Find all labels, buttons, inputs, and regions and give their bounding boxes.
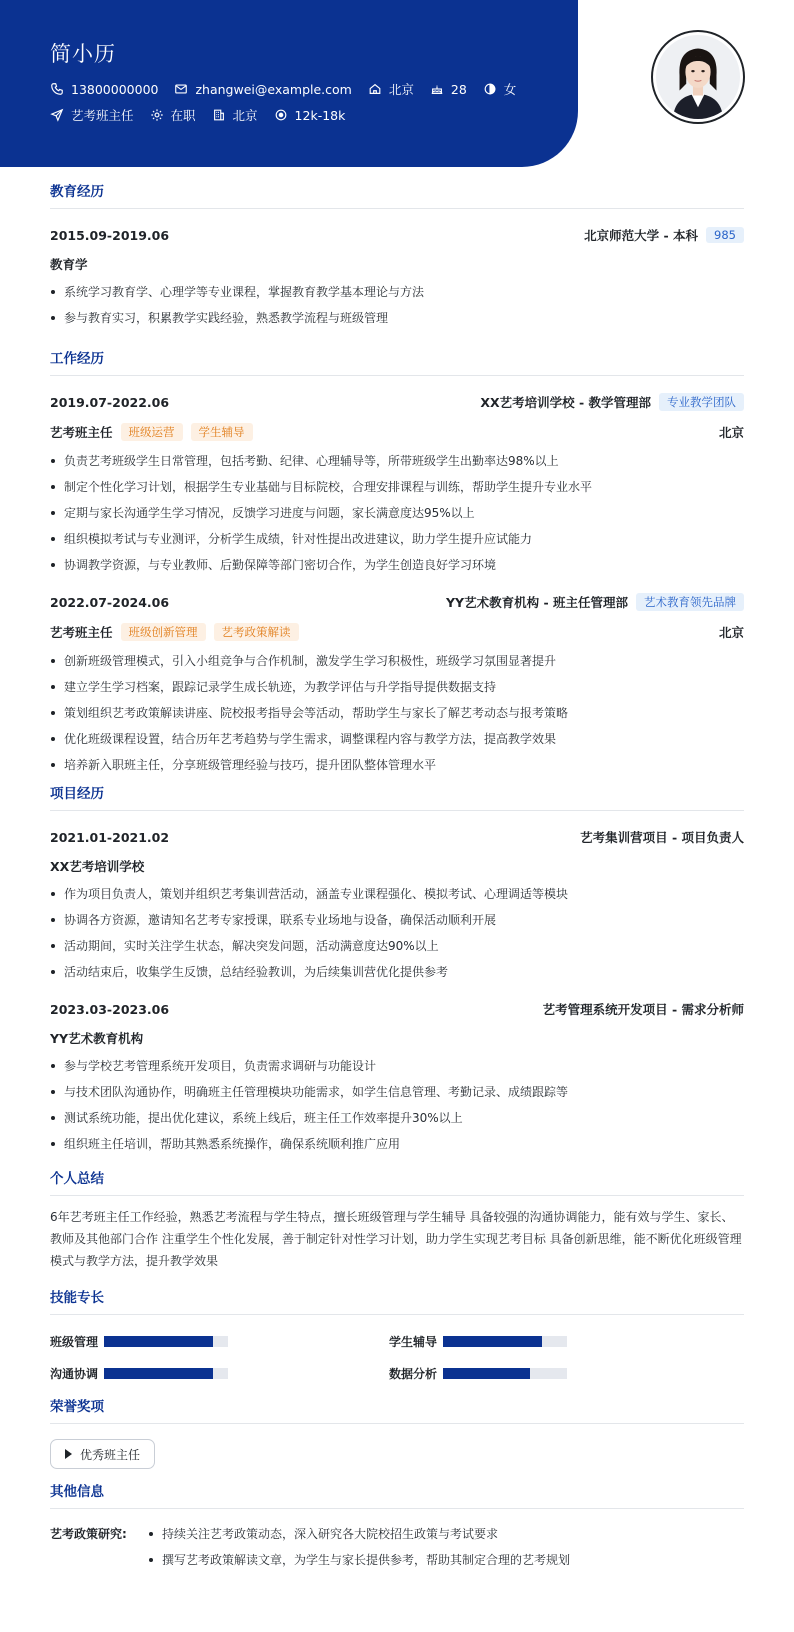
list-item: 与技术团队沟通协作，明确班主任管理模块功能需求，如学生信息管理、考勤记录、成绩跟踪等 [50,1079,744,1105]
project-name: 艺考集训营项目 - 项目负责人 [580,830,744,845]
skills-title: 技能专长 [50,1286,744,1315]
work-item-2 [50,592,744,778]
role-tag: 学生辅导 [191,423,253,441]
company-tag: 艺术教育领先品牌 [636,593,744,611]
list-item: 持续关注艺考政策动态，深入研究各大院校招生政策与考试要求 [148,1521,570,1547]
skill-item [389,1333,567,1350]
gender-icon [483,82,497,96]
skills-section [50,1286,744,1385]
company-name: XX艺考培训学校 - 教学管理部 [480,395,651,410]
project-item-1 [50,827,744,985]
work-section [50,347,744,778]
award-name: 优秀班主任 [80,1447,141,1462]
awards-section [50,1395,744,1469]
salary-value: 12k-18k [294,107,346,123]
gender-value: 女 [503,82,517,97]
skills-grid [50,1315,744,1385]
project-name: 艺考管理系统开发项目 - 需求分析师 [542,1002,744,1017]
project-bullets [50,1053,744,1157]
list-item: 测试系统功能，提出优化建议，系统上线后，班主任工作效率提升30%以上 [50,1105,744,1131]
target-job-value: 艺考班主任 [71,108,134,123]
skill-name: 沟通协调 [50,1367,99,1381]
work-city: 北京 [718,425,744,440]
list-item: 创新班级管理模式，引入小组竞争与合作机制，激发学生学习积极性，班级学习氛围显著提升 [50,648,744,674]
school-tag: 985 [706,227,744,243]
work-item-header [50,392,744,412]
skill-bar [443,1368,567,1379]
list-item: 系统学习教育学、心理学等专业课程，掌握教育教学基本理论与方法 [50,279,744,305]
skill-item [389,1365,567,1382]
role-tag: 班级运营 [121,423,183,441]
summary-text: 6年艺考班主任工作经验，熟悉艺考流程与学生特点，擅长班级管理与学生辅导 具备较强的沟通协调能力，能有效与学生、家长、教师及其他部门合作 注重学生个性化发展，善于制定针对性学习计划，助力学生实现艺考目标 具备创新思维，能不断优化班级管理模式与教学方法，提升教学效果 [50,1210,742,1268]
play-icon [65,1449,72,1459]
awards-title: 荣誉奖项 [50,1395,744,1424]
work-role-row [50,422,744,442]
send-icon [50,108,64,122]
gear-icon [150,108,164,122]
school-name: 北京师范大学 - 本科 [584,228,699,243]
role-tag: 艺考政策解读 [214,623,299,641]
list-item: 组织班主任培训，帮助其熟悉系统操作，确保系统顺利推广应用 [50,1131,744,1157]
gender-item [483,80,517,98]
skill-item [50,1365,228,1382]
target-city-item [212,106,258,124]
city-item [368,80,414,98]
list-item: 参与学校艺考管理系统开发项目，负责需求调研与功能设计 [50,1053,744,1079]
list-item: 协调各方资源，邀请知名艺考专家授课，联系专业场地与设备，确保活动顺利开展 [50,907,744,933]
project-item-2 [50,999,744,1157]
skill-item [50,1333,228,1350]
status-value: 在职 [170,108,196,123]
avatar [651,30,745,124]
education-bullets [50,279,744,331]
role-tag: 班级创新管理 [121,623,206,641]
city-value: 北京 [388,82,414,97]
education-school [584,226,744,244]
skill-bar [104,1368,228,1379]
project-org: YY艺术教育机构 [50,1031,144,1046]
skill-fill [104,1336,213,1347]
summary-section [50,1167,744,1272]
project-header [50,999,744,1019]
skill-bar [104,1336,228,1347]
salary-item [274,108,346,123]
list-item: 协调教学资源，与专业教师、后勤保障等部门密切合作，为学生创造良好学习环境 [50,552,744,578]
project-org: XX艺考培训学校 [50,859,145,874]
role-name: 艺考班主任 [50,425,113,440]
work-bullets [50,448,744,578]
project-date: 2021.01-2021.02 [50,829,170,845]
work-company [480,393,744,411]
mail-icon [174,82,188,96]
summary-title: 个人总结 [50,1167,744,1196]
project-bullets [50,881,744,985]
list-item: 活动期间，实时关注学生状态，解决突发问题，活动满意度达90%以上 [50,933,744,959]
skill-name: 数据分析 [389,1367,438,1381]
list-item: 优化班级课程设置，结合历年艺考趋势与学生需求，调整课程内容与教学方法，提高教学效果 [50,726,744,752]
other-title: 其他信息 [50,1480,744,1509]
project-date: 2023.03-2023.06 [50,1001,170,1017]
projects-title: 项目经历 [50,782,744,811]
list-item: 参与教育实习，积累教学实践经验，熟悉教学流程与班级管理 [50,305,744,331]
skill-fill [443,1336,542,1347]
education-header [50,225,744,245]
target-city-value: 北京 [232,108,258,123]
avatar-photo [656,35,740,119]
age-value: 28 [450,81,467,97]
work-bullets [50,648,744,778]
other-row [50,1521,744,1573]
company-tag: 专业教学团队 [659,393,744,411]
work-role-row [50,622,744,642]
work-item-header [50,592,744,612]
other-section [50,1480,744,1573]
award-chip [50,1439,155,1469]
projects-section [50,782,744,1157]
list-item: 撰写艺考政策解读文章，为学生与家长提供参考，帮助其制定合理的艺考规划 [148,1547,570,1573]
skill-fill [443,1368,530,1379]
work-date: 2022.07-2024.06 [50,594,170,610]
building-icon [212,108,226,122]
list-item: 建立学生学习档案，跟踪记录学生成长轨迹，为教学评估与升学指导提供数据支持 [50,674,744,700]
education-major: 教育学 [50,257,88,272]
skill-name: 学生辅导 [389,1335,438,1349]
role-name: 艺考班主任 [50,625,113,640]
work-city: 北京 [718,625,744,640]
work-role [50,623,299,641]
cake-icon [430,82,444,96]
target-job-item [50,106,134,124]
work-item-1 [50,392,744,578]
other-label: 艺考政策研究: [50,1527,127,1541]
list-item: 制定个性化学习计划，根据学生专业基础与目标院校，合理安排课程与训练，帮助学生提升专业水平 [50,474,744,500]
list-item: 策划组织艺考政策解读讲座、院校报考指导会等活动，帮助学生与家长了解艺考动态与报考策略 [50,700,744,726]
status-item [150,106,196,124]
phone-item [50,82,158,97]
email-value: zhangwei@example.com [195,81,352,97]
list-item: 负责艺考班级学生日常管理，包括考勤、纪律、心理辅导等，所带班级学生出勤率达98%以上 [50,448,744,474]
education-section [50,180,744,331]
skill-bar [443,1336,567,1347]
company-name: YY艺术教育机构 - 班主任管理部 [446,595,628,610]
contact-row [50,80,532,98]
candidate-name: 简小历 [50,42,116,66]
education-date: 2015.09-2019.06 [50,227,170,243]
age-item [430,82,467,97]
other-bullets [148,1521,570,1573]
skill-name: 班级管理 [50,1335,99,1349]
list-item: 作为项目负责人，策划并组织艺考集训营活动，涵盖专业课程强化、模拟考试、心理调适等模块 [50,881,744,907]
project-header [50,827,744,847]
list-item: 定期与家长沟通学生学习情况，反馈学习进度与问题，家长满意度达95%以上 [50,500,744,526]
job-intent-row [50,106,361,124]
home-icon [368,82,382,96]
work-title: 工作经历 [50,347,744,376]
work-role [50,423,253,441]
email-item [174,82,351,97]
coin-icon [274,108,288,122]
education-title: 教育经历 [50,180,744,209]
list-item: 培养新入职班主任，分享班级管理经验与技巧，提升团队整体管理水平 [50,752,744,778]
phone-icon [50,82,64,96]
skill-fill [104,1368,213,1379]
list-item: 活动结束后，收集学生反馈，总结经验教训，为后续集训营优化提供参考 [50,959,744,985]
list-item: 组织模拟考试与专业测评，分析学生成绩，针对性提出改进建议，助力学生提升应试能力 [50,526,744,552]
work-company [446,593,744,611]
work-date: 2019.07-2022.06 [50,394,170,410]
phone-value: 13800000000 [71,81,159,97]
